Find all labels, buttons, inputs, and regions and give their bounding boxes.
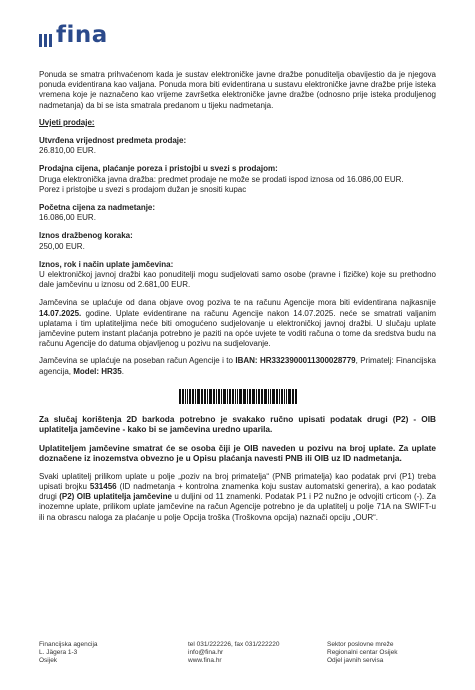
barcode-bar [286, 389, 287, 404]
barcode-bar [218, 389, 220, 404]
barcode-bar [201, 389, 203, 404]
barcode-bar [192, 389, 194, 404]
barcode-bar [223, 389, 226, 404]
barcode-bar [258, 389, 260, 404]
barcode-bar [243, 389, 246, 404]
barcode-bar [213, 389, 215, 404]
step-label: Iznos dražbenog koraka: [39, 231, 133, 241]
footer-line: tel 031/222226, fax 031/222220 [188, 641, 280, 648]
footer-line: Financijska agencija [39, 641, 98, 648]
instructions-paragraph [39, 472, 436, 523]
barcode-bar [187, 389, 188, 404]
value-amount: 26.810,00 EUR. [39, 146, 96, 156]
barcode-notice: Za slučaj korištenja 2D barkoda potrebno je svakako ručno upisati podatak drugi (P2) - OIB uplatitelja jamčevine - kako bi se jamčevina uredno uparila. [39, 413, 436, 435]
footer [39, 641, 436, 666]
value-label: Utvrđena vrijednost predmeta prodaje: [39, 136, 187, 146]
payment-text: Jamčevina se uplaćuje na poseban račun Agencije i to [39, 356, 236, 366]
deposit-label: Iznos, rok i način uplate jamčevina: [39, 259, 174, 269]
barcode-bar [185, 389, 186, 404]
intro-paragraph: Ponuda se smatra prihvaćenom kada je sustav elektroničke javne dražbe ponuditelja obavijestio da je njegova ponuda evidentirana kao valjana. Ponuda mora biti evidentirana u sustavu elektroničke javne dražbe prije isteka vremena koje je naznačeno kao vrijeme završetka elektroničke javne dražbe (odnosno prije isteka produljenog nadmetanja) da bi se ista smatrala predanom u tijeku nadmetanja. [39, 70, 436, 110]
barcode-bar [256, 389, 257, 404]
barcode-bar [216, 389, 217, 404]
barcode-bar [209, 389, 212, 404]
barcode-bar [182, 389, 184, 404]
start-price-block [39, 203, 436, 223]
footer-line: info@fina.hr [188, 649, 224, 657]
start-price-label: Početna cijena za nadmetanje: [39, 203, 156, 213]
barcode-bar [237, 389, 238, 404]
deadline-date: 14.07.2025. [39, 308, 82, 318]
barcode-bar [279, 389, 280, 404]
barcode-bar [235, 389, 236, 404]
start-price-amount: 16.086,00 EUR. [39, 213, 96, 223]
barcode-bar [284, 389, 285, 404]
price-line2: Porez i pristojbe u svezi s prodajom dužan je snositi kupac [39, 184, 247, 194]
payment-text: , Primatelj: Financijska agencija, [39, 356, 436, 376]
logo-bars-icon [39, 34, 52, 47]
instructions-text: (ID nadmetanja + kontrolna znamenka koju sustav automatski generira), a kao podatak drugi [39, 482, 437, 502]
document-body [39, 70, 436, 530]
barcode-bar [204, 389, 206, 404]
footer-line: Odjel javnih servisa [327, 657, 384, 665]
barcode-bar [249, 389, 251, 404]
barcode-bar [252, 389, 255, 404]
payment-model: Model: HR35 [73, 366, 122, 376]
deposit-text: U elektroničkoj javnoj dražbi kao ponuditelji mogu sudjelovati samo osobe (pravne i fizičke) koje su prethodno dale jamčevinu u iznosu od 2.681,00 EUR. [39, 270, 436, 290]
value-block [39, 136, 436, 156]
deposit-block [39, 260, 436, 291]
barcode-bar [270, 389, 271, 404]
payer-notice: Uplatiteljem jamčevine smatrat će se osoba čiji je OIB naveden u pozivu na broj uplate. Za uplate doznačene iz inozemstva obvezno je u Opisu plaćanja navesti PNB ili OIB uz ID nadmetanja. [39, 442, 436, 464]
barcode-bar [207, 389, 208, 404]
iban: IBAN: HR3323900011300028779 [235, 356, 356, 366]
auction-id: 531456 [89, 482, 117, 492]
payment-paragraph-1 [39, 298, 436, 349]
price-block [39, 164, 436, 195]
barcode-bar [239, 389, 242, 404]
step-block [39, 231, 436, 251]
footer-line: L. Jägera 1-3 [39, 649, 78, 657]
footer-line: Sektor poslovne mreže [327, 641, 394, 648]
footer-contact [148, 641, 297, 666]
barcode-bar [261, 389, 263, 404]
barcode-bar [281, 389, 283, 404]
barcode-bar [227, 389, 228, 404]
price-line1: Druga elektronička javna dražba: predmet prodaje ne može se prodati ispod iznosa od 16.086,00 EUR. [39, 174, 404, 184]
barcode-bar [197, 389, 200, 404]
payment-text: godine. Uplate evidentirane na računu Agencije nakon 14.07.2025. neće se smatrati valjanim uplatama i tim uplatiteljima neće biti omogućeno sudjelovanje u elektroničkoj javnoj dražbi. U slučaju uplate jamčevine putem instant plaćanja potrebno je paziti na opće uvjete te voditi računa o tome da sredstva budu na računu Agencije do datuma objavljenog u pozivu na sudjelovanje. [39, 308, 436, 349]
barcode-bar [276, 389, 278, 404]
instructions-text: Svaki uplatitelj prilikom uplate u polje „poziv na broj primatelja“ (PNB primatelja) kao podatak prvi (P1) treba upisati brojku [39, 471, 436, 492]
payment-text: Jamčevina se uplaćuje od dana objave ovog poziva te na računu Agencije mora biti evidentirana najkasnije [39, 298, 436, 308]
footer-line: Regionalni centar Osijek [327, 649, 398, 657]
2d-barcode-image [174, 389, 302, 404]
conditions-heading: Uvjeti prodaje: [39, 117, 95, 127]
barcode-bar [268, 389, 269, 404]
fina-logo [39, 24, 108, 47]
barcode-bar [295, 389, 297, 404]
barcode-bar [179, 389, 181, 404]
footer-address [39, 641, 148, 666]
step-amount: 250,00 EUR. [39, 241, 85, 251]
footer-line: www.fina.hr [188, 657, 222, 665]
logo-text: fina [56, 22, 108, 48]
barcode-bar [232, 389, 234, 404]
payment-paragraph-2 [39, 356, 436, 376]
barcode-bar [272, 389, 275, 404]
footer-department [297, 641, 436, 666]
barcode-bar [189, 389, 191, 404]
footer-line: Osijek [39, 657, 58, 665]
barcode-bar [221, 389, 222, 404]
p2-field: (P2) OIB uplatitelja jamčevine [59, 492, 172, 502]
barcode-bar [292, 389, 294, 404]
price-label: Prodajna cijena, plaćanje poreza i pristojbi u svezi s prodajom: [39, 164, 278, 174]
barcode-bar [288, 389, 291, 404]
payment-text: . [121, 366, 124, 376]
instructions-text: u duljini od 11 znamenki. Podatak P1 i P2 nužno je odvojiti crticom (-). Za inozemne uplate, prilikom uplate jamčevine na račun Agencije potrebno je da uplatitelj u polje 71A na SWIFT-u ili na obrascu naloga za plaćanje u polje Opcija troška (Troškovna opcija) naznači opciju „OUR“. [39, 492, 436, 522]
barcode-bar [195, 389, 196, 404]
barcode-bar [264, 389, 267, 404]
barcode-bar [247, 389, 248, 404]
barcode-bar [229, 389, 231, 404]
